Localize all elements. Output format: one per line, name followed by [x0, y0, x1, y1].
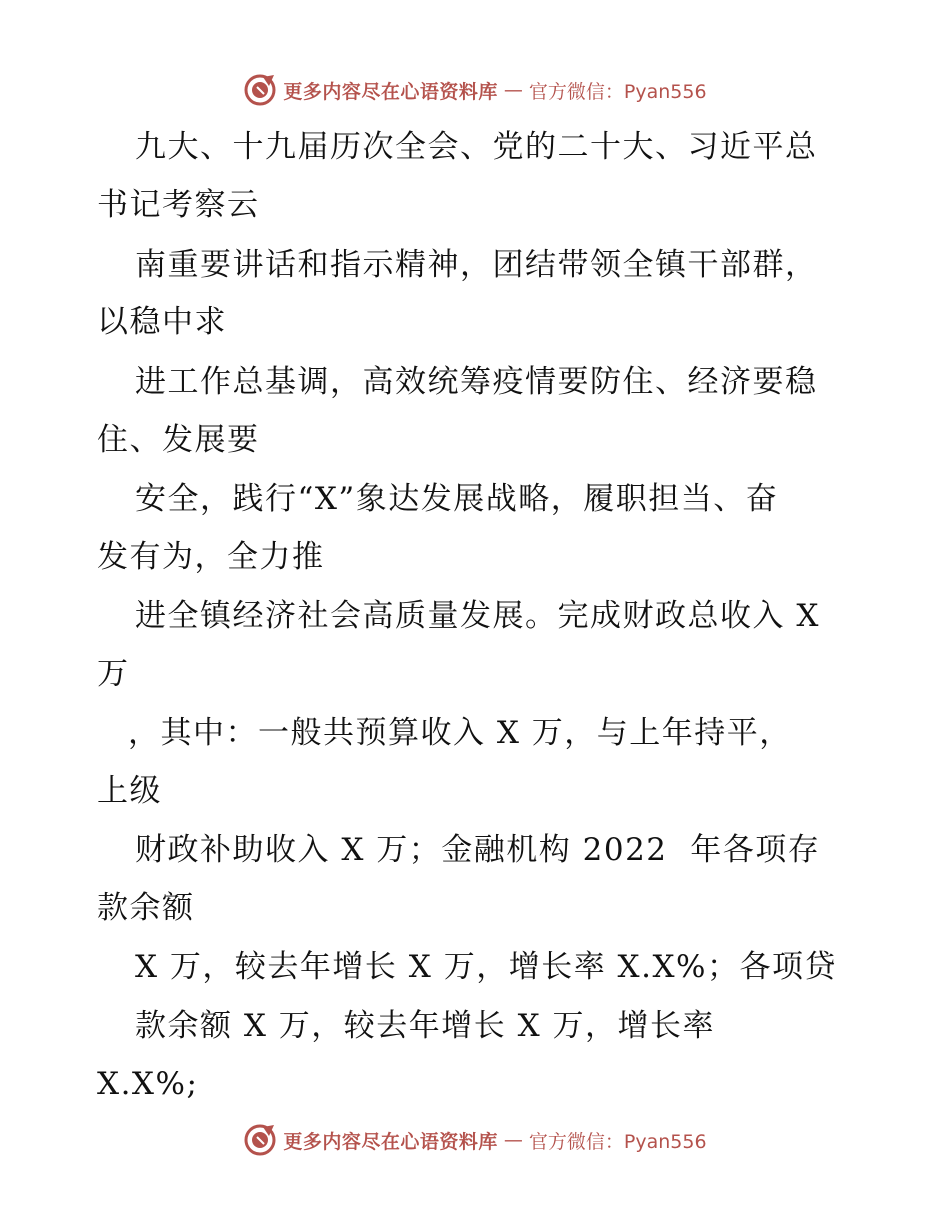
body-line: 进工作总基调，高效统筹疫情要防住、经济要稳: [135, 364, 818, 400]
footer-watermark: [0, 1120, 950, 1160]
body-line: 上级: [97, 773, 162, 809]
body-line: 书记考察云: [97, 187, 260, 223]
body-line: 万: [97, 656, 130, 692]
body-line: 款余额: [97, 890, 195, 926]
header-watermark: [0, 70, 950, 110]
pen-logo-icon: [243, 73, 277, 107]
body-line: 南重要讲话和指示精神，团结带领全镇干部群，: [135, 247, 818, 283]
body-line: 以稳中求: [97, 304, 227, 340]
body-line: 款余额 X 万，较去年增长 X 万，增长率: [135, 1008, 716, 1044]
watermark-site-text: 更多内容尽在心语资料库: [283, 80, 498, 103]
body-line: X.X%;: [97, 1066, 199, 1102]
body-line: 进全镇经济社会高质量发展。完成财政总收入 X: [135, 598, 820, 634]
watermark-dash: —: [503, 79, 523, 101]
body-line: 财政补助收入 X 万；金融机构 2022 年各项存: [135, 832, 821, 868]
body-line: 发有为，全力推: [97, 539, 325, 575]
body-line: 安全，践行“X”象达发展战略，履职担当、奋: [135, 481, 779, 517]
watermark-site-text: 更多内容尽在心语资料库: [283, 1130, 498, 1153]
body-line: 住、发展要: [97, 422, 260, 458]
pen-logo-icon: [243, 1123, 277, 1157]
body-line: ，其中：一般共预算收入 X 万，与上年持平，: [128, 715, 792, 751]
body-line: X 万，较去年增长 X 万，增长率 X.X%；各项贷: [135, 949, 838, 985]
watermark-account-text: 官方微信：Pyan556: [528, 80, 707, 103]
watermark-dash: —: [503, 1129, 523, 1151]
body-line: 九大、十九届历次全会、党的二十大、习近平总: [135, 129, 818, 165]
watermark-account-text: 官方微信：Pyan556: [528, 1130, 707, 1153]
